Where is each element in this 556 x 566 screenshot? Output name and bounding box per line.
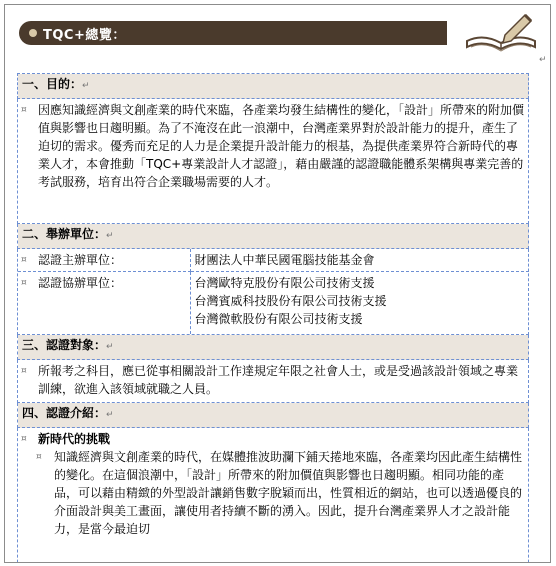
cell-mark-icon: ¤: [21, 366, 27, 376]
heading-text: 一、目的：: [22, 77, 83, 91]
section-heading-purpose: [18, 74, 529, 99]
organizer-label-cell: [18, 249, 190, 272]
co-organizer-item: 台灣歐特克股份有限公司技術支援: [194, 276, 375, 290]
purpose-text: 因應知識經濟與文創產業的時代來臨，各產業均發生結構性的變化，「設計」所帶來的附加價值與影響也日趨明顯。為了不淹沒在此一浪潮中，台灣產業界對於設計能力的提升，產生了迫切的需求。優秀而充足的人力是企業提升設計能力的根基，為提供產業界符合新時代的專業人才，本會推動「TQC+專業設計人才認證」，藉由嚴謹的認證職能體系架構與專業完善的考試服務，培育出符合企業職場需要的人才。: [38, 103, 525, 189]
cell-mark-icon: ¤: [36, 452, 42, 462]
paragraph-mark-icon: ↵: [82, 81, 90, 91]
section-heading-introduction: [18, 403, 529, 428]
section-heading-audience: [18, 335, 529, 360]
heading-text: 二、舉辦單位：: [22, 227, 107, 241]
page-title: TQC+總覽：: [43, 28, 126, 43]
cell-mark-icon: ¤: [21, 278, 27, 288]
co-organizer-item: 台灣賓威科技股份有限公司技術支援: [194, 294, 387, 308]
section-heading-organizers: [18, 224, 529, 249]
introduction-paragraph: [36, 448, 524, 538]
co-organizer-item: 台灣微軟股份有限公司技術支援: [194, 312, 363, 326]
audience-cell: [18, 360, 528, 402]
paragraph-mark-icon: ↵: [106, 342, 114, 352]
cell-mark-icon: ¤: [21, 105, 27, 115]
organizer-value-cell: [190, 249, 529, 272]
co-organizer-label-cell: [18, 272, 190, 335]
paragraph-mark-icon: ↵: [106, 231, 114, 241]
bullet-dot-icon: [29, 29, 37, 37]
heading-text: 四、認證介紹：: [22, 406, 107, 420]
co-organizer-label: 認證協辦單位：: [38, 276, 123, 290]
purpose-cell: [18, 99, 528, 223]
content-table: [17, 73, 529, 563]
introduction-subheading: 新時代的挑戰: [38, 432, 111, 446]
introduction-cell: [18, 428, 528, 563]
organizer-label: 認證主辦單位：: [38, 253, 123, 267]
co-organizer-value-cell: [190, 272, 529, 335]
paragraph-mark-icon: ↵: [106, 410, 114, 420]
heading-text: 三、認證對象：: [22, 338, 107, 352]
cell-mark-icon: ¤: [21, 255, 27, 265]
header-banner: [19, 21, 447, 45]
book-pencil-icon: [463, 11, 539, 53]
paragraph-mark-icon: ↵: [539, 55, 547, 65]
audience-text: 所報考之科目，應已從事相關設計工作達規定年限之社會人士，或是受過該設計領域之專業訓練，欲進入該領域就職之人員。: [38, 364, 519, 396]
organizer-table: [18, 249, 529, 334]
document-page: [4, 4, 551, 563]
cell-mark-icon: ¤: [21, 434, 27, 444]
introduction-text: 知識經濟與文創產業的時代，在媒體推波助瀾下鋪天捲地來臨，各產業均因此產生結構性的變化。在這個浪潮中，「設計」所帶來的附加價值與影響也日趨明顯。相同功能的產品，可以藉由精緻的外型設計讓銷售數字脫穎而出，性質相近的網站，也可以透過優良的介面設計與美工畫面，讓使用者持續不斷的湧入。因此，提升台灣產業界人才之設計能力，是當今最迫切: [54, 450, 523, 536]
organizer-value: 財團法人中華民國電腦技能基金會: [194, 253, 375, 267]
